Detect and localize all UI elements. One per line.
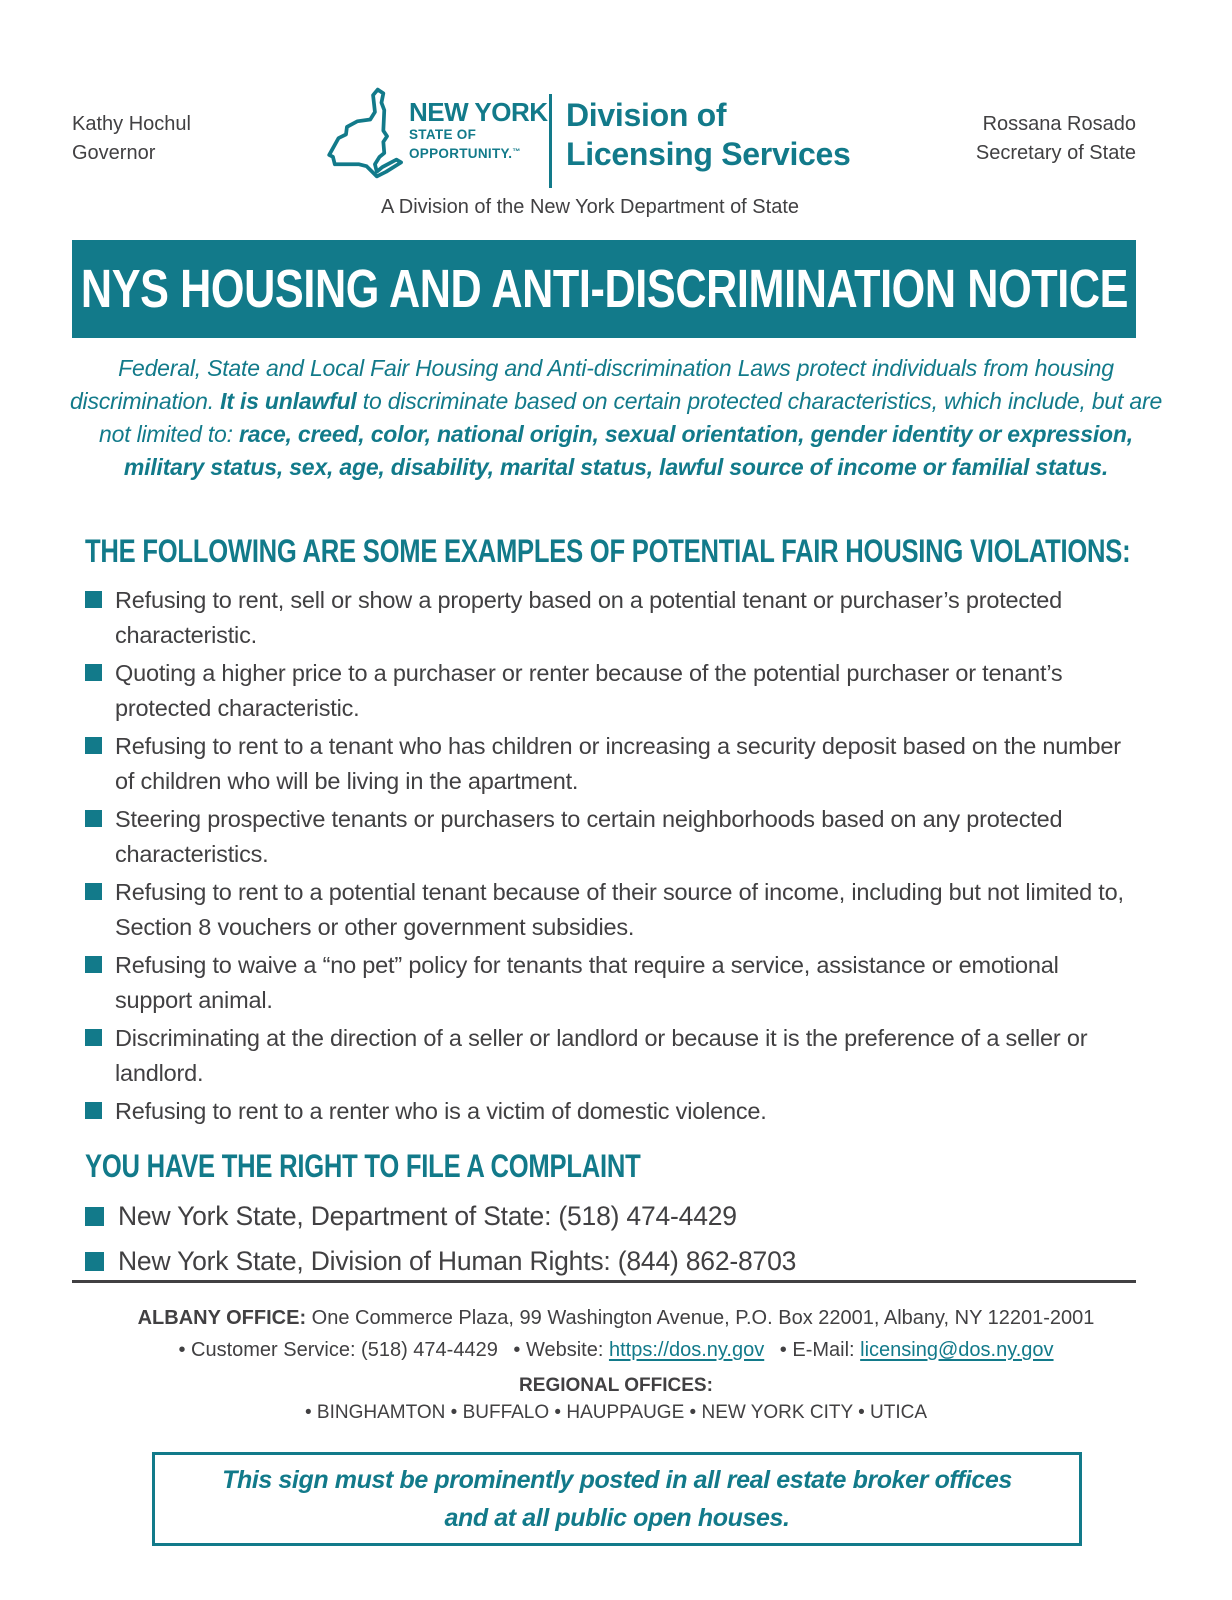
secretary-title: Secretary of State (975, 142, 1136, 164)
violation-item (85, 583, 1141, 653)
bullet-square-icon (85, 883, 102, 900)
regional-offices-list: • BINGHAMTON • BUFFALO • HAUPPAUGE • NEW YORK CITY • UTICA (305, 1402, 927, 1423)
bullet-square-icon (85, 1102, 102, 1119)
bullet-square-icon (85, 591, 102, 608)
violation-item-text: Discriminating at the direction of a seller or landlord or because it is the preference of a seller or landlord. (115, 1025, 1088, 1086)
violation-item-text: Refusing to rent to a potential tenant because of their source of income, including but not limited to, Section 8 vouchers or other government subsidies. (115, 879, 1124, 940)
violation-item (85, 1021, 1141, 1091)
posting-notice-line1: This sign must be prominently posted in all real estate broker offices (222, 1466, 1012, 1494)
regional-offices-block (0, 1372, 1232, 1426)
albany-office-address: One Commerce Plaza, 99 Washington Avenue, P.O. Box 22001, Albany, NY 12201-2001 (311, 1307, 1095, 1329)
violation-item-text: Quoting a higher price to a purchaser or renter because of the potential purchaser or tenant’s protected characteristic. (115, 660, 1063, 721)
violation-item (85, 729, 1141, 799)
posting-notice-box (152, 1452, 1082, 1546)
albany-office-line (0, 1302, 1232, 1334)
violation-item (85, 656, 1141, 726)
governor-block (72, 110, 191, 168)
complaint-item-text: New York State, Division of Human Rights: (844) 862-8703 (118, 1246, 797, 1276)
logo-stateof-text: STATE OF (409, 127, 477, 142)
notice-banner (72, 240, 1136, 338)
secretary-name: Rossana Rosado (982, 113, 1136, 135)
violation-item (85, 802, 1141, 872)
bullet-square-icon (85, 1252, 104, 1271)
governor-title: Governor (72, 142, 156, 164)
violation-item-text: Steering prospective tenants or purchasers to certain neighborhoods based on any protected characteristics. (115, 806, 1063, 867)
complaint-item (85, 1194, 1141, 1238)
violations-section (85, 532, 1141, 1132)
albany-office-block (0, 1302, 1232, 1366)
complaint-heading: YOU HAVE THE RIGHT TO FILE A COMPLAINT (85, 1148, 641, 1184)
notice-banner-title: NYS HOUSING AND ANTI-DISCRIMINATION NOTICE (80, 259, 1128, 319)
bullet-square-icon (85, 1207, 104, 1226)
posting-notice-line2: and at all public open houses. (444, 1504, 790, 1532)
bullet-square-icon (85, 1029, 102, 1046)
violation-item-text: Refusing to rent to a renter who is a victim of domestic violence. (115, 1098, 767, 1124)
complaint-section (85, 1146, 1141, 1284)
logo-divider (549, 94, 552, 188)
violations-heading: THE FOLLOWING ARE SOME EXAMPLES OF POTENTIAL FAIR HOUSING VIOLATIONS: (85, 533, 1131, 569)
website-link[interactable]: https://dos.ny.gov (608, 1339, 765, 1361)
header-subtitle: A Division of the New York Department of State (381, 196, 799, 218)
logo-opportunity-text: OPPORTUNITY.™ (409, 146, 521, 161)
regional-offices-heading: REGIONAL OFFICES: (519, 1375, 713, 1396)
violations-list (85, 583, 1141, 1129)
governor-name: Kathy Hochul (72, 113, 191, 135)
logo-newyork-text: NEW YORK (409, 97, 548, 127)
albany-office-label: ALBANY OFFICE: (137, 1307, 307, 1329)
violation-item (85, 1094, 1141, 1129)
violation-item-text: Refusing to rent to a tenant who has children or increasing a security deposit based on the number of children who will be living in the apartment. (115, 733, 1121, 794)
website-label: • Website: (513, 1339, 604, 1361)
violation-item (85, 875, 1141, 945)
division-line1: Division of (566, 97, 727, 133)
intro-bold-1: It is unlawful (220, 388, 357, 414)
bullet-square-icon (85, 737, 102, 754)
email-label: • E-Mail: (779, 1339, 855, 1361)
intro-text-2: to discriminate based on certain protected characteristics, which include, but are not limited to: (99, 388, 1163, 447)
email-link[interactable]: licensing@dos.ny.gov (860, 1339, 1054, 1361)
intro-bold-2: race, creed, color, national origin, sexual orientation, gender identity or expression, military status, sex, age, disability, marital status, lawful source of income or familial status. (123, 421, 1133, 480)
bullet-square-icon (85, 810, 102, 827)
horizontal-rule (72, 1280, 1136, 1283)
violation-item (85, 948, 1141, 1018)
complaint-list (85, 1194, 1141, 1283)
violation-item-text: Refusing to waive a “no pet” policy for tenants that require a service, assistance or emotional support animal. (115, 952, 1059, 1013)
contact-line (0, 1334, 1232, 1366)
bullet-square-icon (85, 956, 102, 973)
violation-item-text: Refusing to rent, sell or show a property based on a potential tenant or purchaser’s protected characteristic. (115, 587, 1063, 648)
trademark-symbol: ™ (512, 147, 521, 156)
intro-paragraph (66, 352, 1166, 484)
ny-logo-wordmark (409, 98, 548, 162)
division-line2: Licensing Services (566, 136, 851, 172)
intro-text-1: Federal, State and Local Fair Housing and Anti-discrimination Laws protect individuals from housing discrimination. (69, 355, 1114, 414)
secretary-block (976, 110, 1136, 168)
customer-service-text: • Customer Service: (518) 474-4429 (178, 1339, 498, 1361)
complaint-item (85, 1239, 1141, 1283)
division-title (566, 96, 851, 174)
bullet-square-icon (85, 664, 102, 681)
complaint-item-text: New York State, Department of State: (518) 474-4429 (118, 1201, 737, 1231)
